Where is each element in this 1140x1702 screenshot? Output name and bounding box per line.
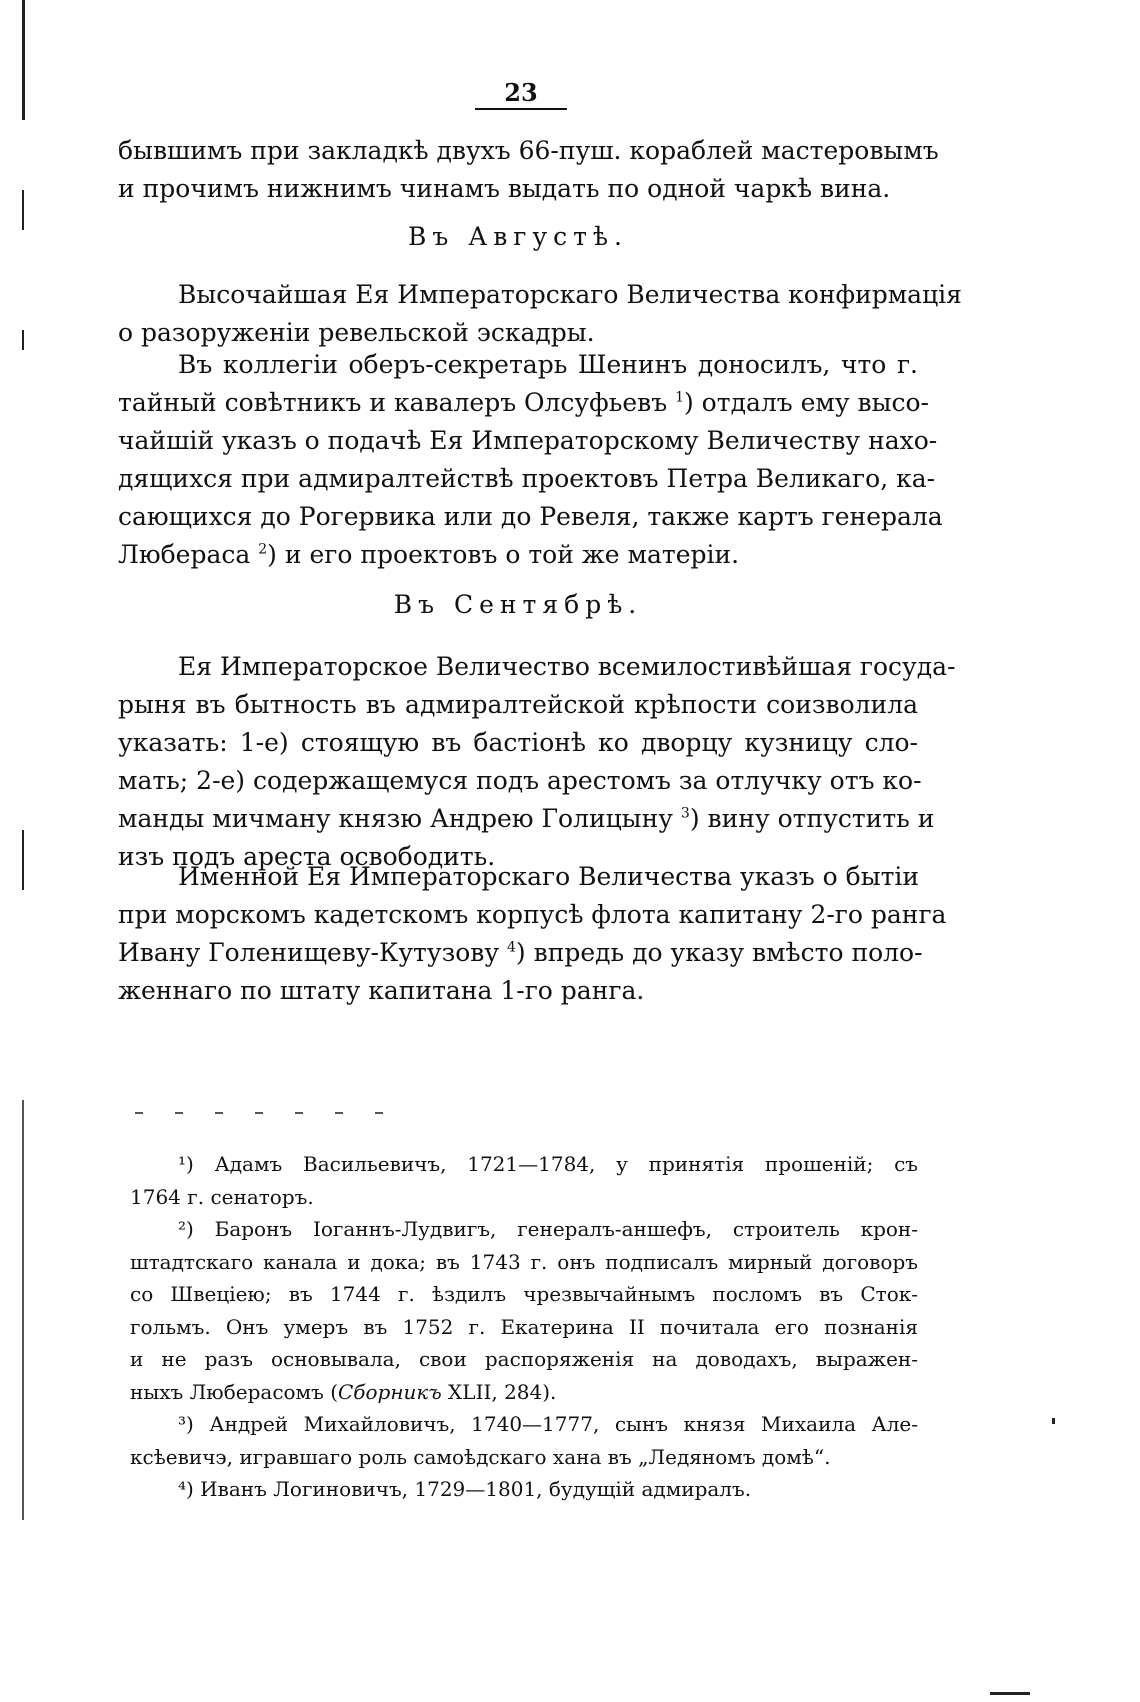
scan-edge-mark (22, 190, 24, 230)
text-line: мать; 2-е) содержащемуся подъ арестомъ за отлучку отъ ко- (118, 766, 922, 795)
text-line: Въ коллегіи оберъ-секретарь Шенинъ доносилъ, что г. (178, 350, 918, 379)
text-fragment: Любераса (118, 540, 251, 569)
scan-edge-mark (22, 330, 24, 350)
page-number-rule (475, 108, 567, 110)
text-fragment: ) вину отпустить и (689, 804, 935, 833)
scan-edge-mark (22, 1100, 24, 1520)
scan-speck (990, 1692, 1030, 1695)
text-line: о разоруженіи ревельской эскадры. (118, 318, 595, 347)
text-line: женнаго по штату капитана 1-го ранга. (118, 976, 645, 1005)
text-fragment: Ивану Голенищеву-Кутузову (118, 938, 500, 967)
footnote-4 (130, 1473, 918, 1506)
text-fragment: манды мичману князю Андрею Голицыну (118, 804, 673, 833)
italic-title: Сборникъ (338, 1379, 442, 1404)
footnote-2 (130, 1213, 918, 1408)
text-line: указать: 1-е) стоящую въ бастіонѣ ко дворцу кузницу сло- (118, 728, 918, 757)
scan-speck (1052, 1418, 1055, 1424)
text-fragment: тайный совѣтникъ и кавалеръ Олсуфьевъ (118, 388, 668, 417)
august-paragraph-1 (118, 276, 962, 352)
intro-paragraph (118, 132, 939, 208)
text-line: при морскомъ кадетскомъ корпусѣ флота капитану 2-го ранга (118, 900, 947, 929)
text-line: рыня въ бытность въ адмиралтейской крѣпости соизволила (118, 690, 918, 719)
text-line (118, 536, 918, 574)
text-fragment: ) впредь до указу вмѣсто поло- (515, 938, 923, 967)
footnote-line (130, 1376, 918, 1409)
footnotes (130, 1148, 918, 1506)
footnote-1 (130, 1148, 918, 1213)
text-fragment: ) отдалъ ему высо- (683, 388, 929, 417)
footnote-separator (135, 1112, 395, 1114)
footnote-line: ³) Андрей Михайловичъ, 1740—1777, сынъ князя Михаила Але- (178, 1412, 918, 1436)
page-number: 23 (504, 78, 538, 107)
text-line: изъ подъ ареста освободить. (118, 842, 496, 871)
footnote-line: гольмъ. Онъ умеръ въ 1752 г. Екатерина II почитала его познанія (130, 1314, 918, 1339)
text-line (118, 384, 929, 422)
text-line: Высочайшая Ея Императорскаго Величества конфирмація (178, 280, 962, 309)
text-line: чайшій указъ о подачѣ Ея Императорскому Величеству нахо- (118, 426, 938, 455)
text-line (118, 800, 935, 838)
september-paragraph-2 (118, 858, 947, 1010)
footnote-line: ⁴) Иванъ Логиновичъ, 1729—1801, будущій адмиралъ. (178, 1477, 752, 1501)
footnote-line: ¹) Адамъ Васильевичъ, 1721—1784, у принятія прошеній; съ (178, 1152, 918, 1176)
footnote-3 (130, 1408, 918, 1473)
text-line: и прочимъ нижнимъ чинамъ выдать по одной чаркѣ вина. (118, 174, 891, 203)
footnote-ref: 4 (507, 939, 516, 956)
section-heading-august: Въ Августѣ. (408, 222, 628, 251)
footnote-line: штадтскаго канала и дока; въ 1743 г. онъ подписалъ мирный договоръ (130, 1249, 918, 1274)
text-line: сающихся до Рогервика или до Ревеля, также картъ генерала (118, 502, 943, 531)
text-line: бывшимъ при закладкѣ двухъ 66-пуш. кораблей мастеровымъ (118, 136, 939, 165)
text-fragment: ныхъ Люберасомъ ( (130, 1379, 338, 1404)
text-line: Ея Императорское Величество всемилостивѣйшая госуда- (178, 652, 956, 681)
footnote-line: ксѣевичэ, игравшаго роль самоѣдскаго хана въ „Ледяномъ домѣ“. (130, 1444, 831, 1469)
scan-edge-mark (22, 830, 24, 890)
august-paragraph-2 (118, 346, 943, 574)
footnote-ref: 1 (675, 389, 684, 406)
text-line: Именной Ея Императорскаго Величества указъ о бытіи (178, 862, 920, 891)
text-line (118, 934, 923, 972)
text-line: дящихся при адмиралтействѣ проектовъ Петра Великаго, ка- (118, 464, 936, 493)
footnote-line: и не разъ основывала, свои распоряженія на доводахъ, выражен- (130, 1347, 918, 1371)
footnote-line: 1764 г. сенаторъ. (130, 1184, 314, 1209)
text-fragment: ) и его проектовъ о той же матеріи. (267, 540, 740, 569)
footnote-line: ²) Баронъ Іоганнъ-Лудвигъ, генералъ-аншефъ, строитель крон- (178, 1217, 918, 1241)
footnote-line: со Швеціею; въ 1744 г. ѣздилъ чрезвычайнымъ посломъ въ Сток- (130, 1282, 918, 1306)
september-paragraph-1 (118, 648, 956, 876)
section-heading-september: Въ Сентябрѣ. (393, 590, 643, 619)
scan-edge-mark (22, 0, 25, 120)
footnote-ref: 3 (680, 805, 690, 822)
text-fragment: XLII, 284). (441, 1379, 557, 1404)
footnote-ref: 2 (258, 541, 268, 558)
